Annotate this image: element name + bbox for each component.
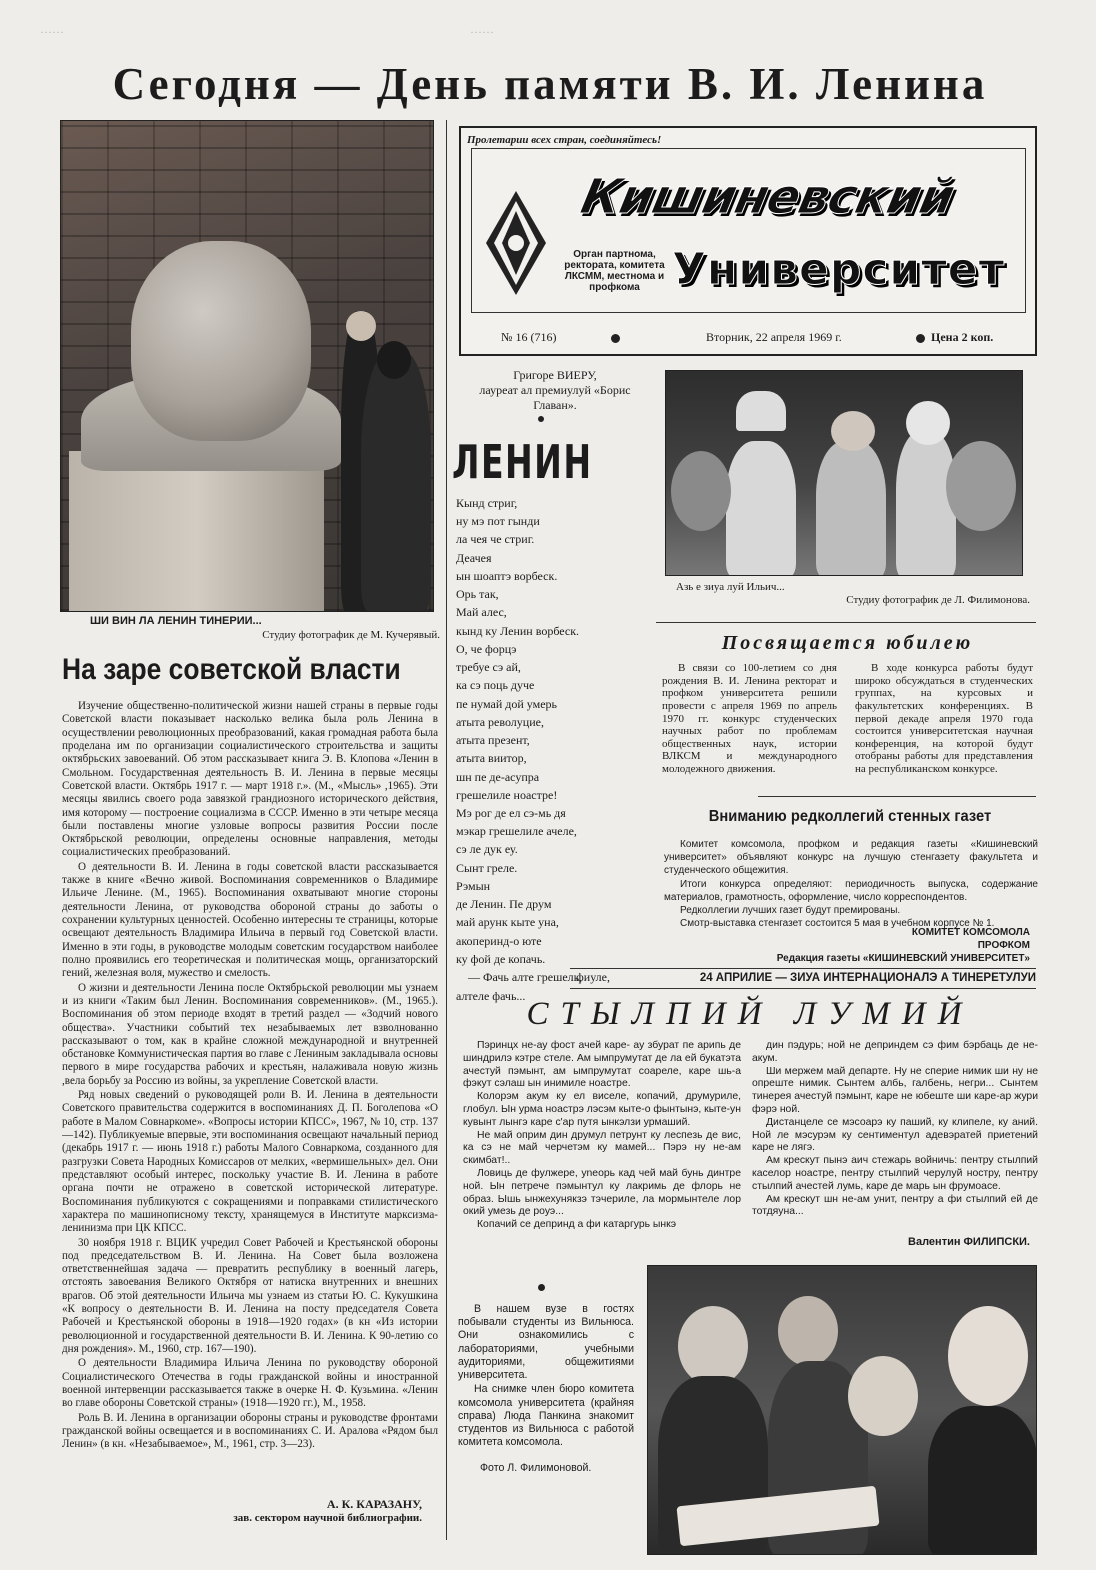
student-face-4: [948, 1306, 1028, 1406]
children-photo-caption-credit: Студиу фотографик де Л. Филимонова.: [846, 594, 1030, 606]
wallpapers-sign-komsomol: КОМИТЕТ КОМСОМОЛА: [911, 927, 1030, 938]
masthead-date: Вторник, 22 апреля 1969 г.: [706, 330, 842, 344]
article-zarya-author: А. К. КАРАЗАНУ,: [326, 1497, 422, 1511]
poem-body: [456, 494, 646, 1005]
masthead-bullet-2: [916, 334, 925, 343]
children-photo-caption-title: Азь е зиуа луй Ильич...: [676, 581, 785, 593]
masthead-issue: № 16 (716): [501, 330, 557, 344]
masthead-title-line1: Кишиневский: [576, 169, 959, 225]
poem-line: Орь так,: [456, 587, 499, 602]
masthead-price: Цена 2 коп.: [931, 330, 994, 344]
poem-line: Мэ рог де ел сэ-мь дя: [456, 805, 566, 820]
wallpapers-p4: Смотр-выставка стенгазет состоится 5 мая в учебном корпусе № 1.: [680, 918, 995, 930]
april24-kicker: 24 АПРИЛИЕ — ЗИУА ИНТЕРНАЦИОНАЛЭ А ТИНЕРЕТУЛУИ: [699, 972, 1036, 984]
article-zarya-p2: О деятельности В. И. Ленина в годы советской власти рассказывается также в книге «Вечно живой. Воспоминания современников о Владимире Ильиче Ленине. (М., 1965). Воспоминания охватывают многие стороны деятельности Ленина, от руководства обороной страны до заботы о сохранении культурных ценностей. Особенно интересны те страницы, которые освещают деятельность Владимира Ильича в первый год Советской власти. Именно в эти годы, в руководстве молодым советским государством наиболее полно проявились его теоретическая и политическая мощь, организаторский гений, железная воля, мужество и смелость.: [62, 860, 438, 980]
poem-author-name: Григоре ВИЕРУ,: [513, 368, 597, 382]
article-zarya-body: [62, 700, 438, 1484]
april24-title: СТЫЛПИЙ ЛУМИЙ: [526, 996, 974, 1032]
wallpapers-p3: Редколлегии лучших газет будут премированы.: [680, 904, 901, 916]
vilnius-p1: В нашем вузе в гостях побывали студенты из Вильнюса. Они ознакомились с лабораториями, учебными аудиториями, общежитиями университета.: [458, 1303, 634, 1382]
poem-line: Май алес,: [456, 605, 507, 620]
masthead-slogan: Пролетарии всех стран, соединяйтесь!: [467, 134, 662, 146]
wallpapers-p2: Итоги конкурса определяют: периодичность выпуска, содержание материалов, грамотность, оформление, число корреспондентов.: [664, 878, 1038, 903]
article-zarya-p1: Изучение общественно-политической жизни нашей страны в первые годы Советской власти показывает насколько велика была роль Ленина в осуществлении революционных преобразований, какая громадная работа была проделана им по организации социалистического строительства и защиты октябрьских завоеваний. Об этом рассказывает книга Э. В. Клопова «Ленин в Смольном. Государственная деятельность В. И. Ленина в первые месяцы Советской власти. Октябрь 1917 г. — март 1918 г.». (М., «Мысль» ,1965). Эти месяцы явились своего рода завязкой грандиозного исторического действия, имя которому — построение социализма в СССР. Именно в эти четыре месяца были поставлены многие узловые вопросы развития России после Октябрьской революции, определены основные направления, методы социалистических преобразований.: [62, 700, 438, 859]
poem-line: де Ленин. Пе друм: [456, 897, 552, 912]
article-zarya-p6: О деятельности Владимира Ильича Ленина по руководству обороной Социалистического Отечества в годы гражданской войны и иностранной военной интервенции рассказывается также в очерке Н. Ф. Кузьмина. «Ленин во главе обороны Советской страны» (1918—1920 гг.), М., 1958.: [62, 1357, 438, 1410]
april24-right-p4: Ам крескут пынэ аич стежарь войничь: пентру стылпий каселор ноастре, пентру стылпий черулуй ностру, пентру стылпий ачестей лумь, каре де марь ын фрумоасе.: [752, 1155, 1038, 1192]
lenin-photo-caption-title: ШИ ВИН ЛА ЛЕНИН ТИНЕРИИ...: [90, 615, 262, 627]
poem-author-title: лауреат ал премиулуй «Борис Главан».: [479, 383, 631, 412]
bust-pedestal: [69, 451, 324, 611]
poem-line: грешелиле ноастре!: [456, 787, 558, 802]
student-face-3: [848, 1356, 918, 1436]
article-zarya-p5: 30 ноября 1918 г. ВЦИК учредил Совет Рабочей и Крестьянской обороны под председательством В. И. Ленина. На Совет была возложена ответственнейшая задача — превратить республику в военный лагерь, отстоять завоевания Великого Октября от натиска внутренних и внешних врагов. Об этой деятельности Ильича мы узнаем из статьи Ю. С. Кукушкина «К вопросу о деятельности В. И. Ленина на посту председателя Совета Рабочей и Крестьянской обороны в 1918—1920 годах» (в кн «Из истории революционной и государственной деятельности В. И. Ленина. К 90-летию со дня рождения». М., 1960, стр. 167—190).: [62, 1236, 438, 1355]
poem-line: Сынт греле.: [456, 860, 518, 875]
article-zarya-p4: Ряд новых сведений о руководящей роли В. И. Ленина в деятельности Советского правительства содержится в воспоминаниях Д. П. Боголепова «О работе в Малом Совнаркоме». «Вопросы истории КПСС», 1967, № 10, стр. 137—142). Публикуемые впервые, эти воспоминания освещают начальный период (декабрь 1917 г. — июнь 1918 г.) работы Малого Совнаркома, созданного для разгрузки Совета Народных Комиссаров от мелких, «вермишельных» дел. Они представляют особый интерес, поскольку участие В. И. Ленина в работе органа почти не отражено в советской исторической литературе. Воспоминания публикуются с сокращениями и поправками стилистического характера по машинописному тексту, хранящемуся в Институте марксизма-ленинизма при ЦК КПСС.: [62, 1089, 438, 1235]
jubilee-title: Посвящается юбилею: [721, 632, 974, 654]
child-hat-1: [736, 391, 786, 431]
article-zarya-p3: О жизни и деятельности Ленина после Октябрьской революции мы узнаем и из книги «Таким был Ленин. Воспоминания современников». (М., 1965.). Воспоминания об этом периоде входят в третий раздел — «Зодчий нового общества». Участники событий тех незабываемых лет взволнованно рассказывают о том, как в крайне сложной международной и внутренней обстановке Коммунистическая партия во главе с Лениным закладывала основы первого в мире государства рабочих и крестьян, налаживала новую жизнь ,вела борьбу за Россию из войны, за укрепление Советской власти.: [62, 981, 438, 1087]
poem-line: атыта виитор,: [456, 751, 527, 766]
poem-line: ын шоаптэ ворбеск.: [456, 568, 558, 583]
masthead-title-line2: Университет: [672, 244, 1006, 295]
university-badge-icon: [484, 189, 548, 297]
masthead-logo-box: [471, 148, 1026, 313]
jubilee-top-rule: [656, 622, 1036, 623]
poem-line: шн пе де-асупра: [456, 769, 540, 784]
visitor-woman-figure: [361, 351, 431, 611]
wallpapers-signature: [760, 926, 1030, 965]
poem-line: О, че форцэ: [456, 641, 517, 656]
vilnius-bullet: [538, 1284, 545, 1291]
poem-line: Кынд стриг,: [456, 496, 518, 510]
flowers-left: [671, 451, 731, 531]
child-face-2: [831, 411, 875, 451]
april24-left-p3: Не май оприм дин друмул петрунт ку леспезь де вис, ка сэ не май черчетэм ку мамей... Пэрэ ну не-ам скимбат!..: [463, 1129, 741, 1167]
wallpapers-title: Вниманию редколлегий стенных газет: [708, 808, 992, 825]
column-divider: [446, 120, 447, 1540]
april24-author: Валентин ФИЛИПСКИ.: [908, 1236, 1030, 1248]
student-face-2: [778, 1296, 838, 1366]
jubilee-col1: В связи со 100-летием со дня рождения В. И. Ленина ректорат и профком университета решили провести с апреля 1969 по апрель 1970 гг. конкурс студенческих научных работ по проблемам общественных наук, истории ВЛКСМ и международного молодежного движения.: [662, 662, 837, 776]
april24-left-p5: Копачий се депринд а фи катаргурь ынкэ: [477, 1219, 677, 1231]
student-face-1: [678, 1306, 748, 1386]
top-margin-faded-text-2: ……: [470, 22, 494, 36]
visitor-man-face: [346, 311, 376, 341]
april24-rule-top: [570, 968, 1036, 969]
poem-line: атыта презент,: [456, 733, 530, 748]
masthead-bullet-1: [611, 334, 620, 343]
poem-line: кынд ку Ленин ворбеск.: [456, 623, 580, 638]
children-photo: [665, 370, 1023, 576]
april24-right-p5: Ам крескут шн не-ам унит, пентру а фи стылпий ей де тотдяуна...: [752, 1193, 1038, 1218]
poem-author: [470, 368, 640, 413]
top-margin-faded-text: ……: [40, 22, 64, 36]
poem-line: Рэмын: [456, 878, 491, 893]
article-zarya-p7: Роль В. И. Ленина в организации обороны страны и руководстве фронтами гражданской войны освещается и в воспоминаниях С. И. Аралова «Рядом был Ленин» (в кн. «Незабываемое», М., 1961, стр. 3—23).: [62, 1411, 438, 1451]
vilnius-students-photo: [647, 1265, 1037, 1555]
child-hat-3: [906, 401, 950, 445]
wallpapers-sign-redaction: Редакция газеты «КИШИНЕВСКИЙ УНИВЕРСИТЕТ»: [776, 953, 1030, 964]
april24-right-col: [752, 1040, 1038, 1219]
masthead-organ: Орган партнома, ректората, комитета ЛКСММ, местнома и профкома: [564, 249, 665, 293]
vilnius-body: [458, 1303, 634, 1451]
wallpapers-p1: Комитет комсомола, профком и редакция газеты «Кишиневский университет» объявляют конкурс на лучшую стенгазету факультета и студенческого общежития.: [664, 839, 1038, 877]
poem-line: атыта револуцие,: [456, 714, 544, 729]
poem-line: фиуле,: [576, 970, 610, 985]
lenin-bust-photo: [60, 120, 434, 612]
poem-line: требуе сэ ай,: [456, 660, 521, 675]
flowers-right: [946, 441, 1016, 531]
vilnius-p2: На снимке член бюро комитета комсомола университета (крайняя справа) Люда Панкина знакомит студентов из Вильнюса с работой комитета комсомола.: [458, 1383, 634, 1449]
april24-left-col: [463, 1040, 741, 1232]
child-figure-2: [816, 441, 886, 576]
poem-title: ЛЕНИН: [452, 435, 593, 489]
april24-rule-bottom: [570, 988, 1036, 989]
wallpapers-body: [664, 838, 1038, 930]
poem-line: ну мэ пот гынди: [456, 514, 540, 529]
poem-line: ку фой де копачь.: [456, 951, 546, 966]
poem-line: Деачея: [456, 550, 492, 565]
student-body-4: [928, 1406, 1037, 1555]
april24-left-p2: Колорэм акум ку ел виселе, копачий, друмуриле, глобул. Ын урма ноастрэ лэсэм кыте-о фынтынэ, кыте-ун кувынт лынгэ каре с'ар путя ынкэлзи урмаший.: [463, 1091, 741, 1128]
poem-line: — Фачь алте грешель,: [468, 970, 583, 985]
april24-right-p2: Ши мержем май департе. Ну не сперие нимик ши ну не опреште нимик. Сынтем албь, галбень, негри... Сынтем тинерея ачестуй пэмынт, каре не юбеште ши каре-ар жури фэрэ ной.: [752, 1065, 1038, 1115]
poem-line: пе нумай дой умерь: [456, 696, 558, 711]
lenin-bust-head: [131, 241, 311, 441]
wallpapers-sign-profkom: ПРОФКОМ: [977, 940, 1030, 951]
april24-left-p4: Ловиць де фулжере, уneорь кад чей май бунь динтре ной. Ын петрече пэмынтул ку лакримь де флорь не образ. Ышь ынжехунякзэ тэчериле, ла мормынтеле лор окий умезь де роуэ...: [463, 1167, 741, 1218]
child-figure-3: [896, 431, 956, 576]
poem-line: сэ ле дук еу.: [456, 842, 518, 857]
april24-left-p1: Пэринцх не-ау фост ачей каре- ау збурат пе арипь де шиндрилэ кэтре стеле. Ам ымпрумутат де ла ей букатэта ачестуй пэмынт, ам ымпрумутат соареле, каре шь-а фэкут сэлаш ын инимиле ноастре.: [463, 1040, 741, 1090]
poem-line: алтеле фачь...: [456, 988, 526, 1003]
poem-line: ка сэ поць дуче: [456, 678, 535, 693]
article-zarya-author-role: зав. сектором научной библиографии.: [233, 1512, 422, 1524]
vilnius-credit: Фото Л. Филимоновой.: [480, 1462, 592, 1474]
poem-bullet: [538, 416, 544, 422]
poem-line: ла чея че стриг.: [456, 532, 535, 547]
child-figure-1: [726, 441, 796, 576]
lenin-photo-caption-credit: Студиу фотографик де М. Кучерявый.: [262, 629, 440, 641]
jubilee-col2: В ходе конкурса работы будут широко обсуждаться в студенческих группах, на курсовых и факультетских конференциях. В первой декаде апреля 1970 года состоится университетская научная конференция, на которой будут отобраны работы для представления на республиканском конкурсе.: [855, 662, 1033, 776]
april24-right-p1: дин пэдурь; ной не деприндем сэ фим бэрбаць де не-акум.: [752, 1040, 1038, 1064]
wallpapers-top-rule: [758, 796, 1036, 797]
page-headline: Сегодня — День памяти В. И. Ленина: [112, 59, 988, 109]
poem-line: акоперинд-о юте: [456, 933, 542, 948]
masthead: [459, 126, 1037, 356]
poem-line: май арунк кыте уна,: [456, 915, 559, 930]
april24-right-p3: Дистанцеле се мэсоарэ ку паший, ку клипеле, ку аний. Ной ле мэсурэм ку сентиментул адевэратей приетений каре не лягэ.: [752, 1116, 1038, 1154]
visitor-woman-hair: [377, 341, 411, 379]
article-zarya-title: На заре советской власти: [62, 653, 401, 686]
poem-line: мэкар грешелиле ачеле,: [456, 824, 577, 839]
